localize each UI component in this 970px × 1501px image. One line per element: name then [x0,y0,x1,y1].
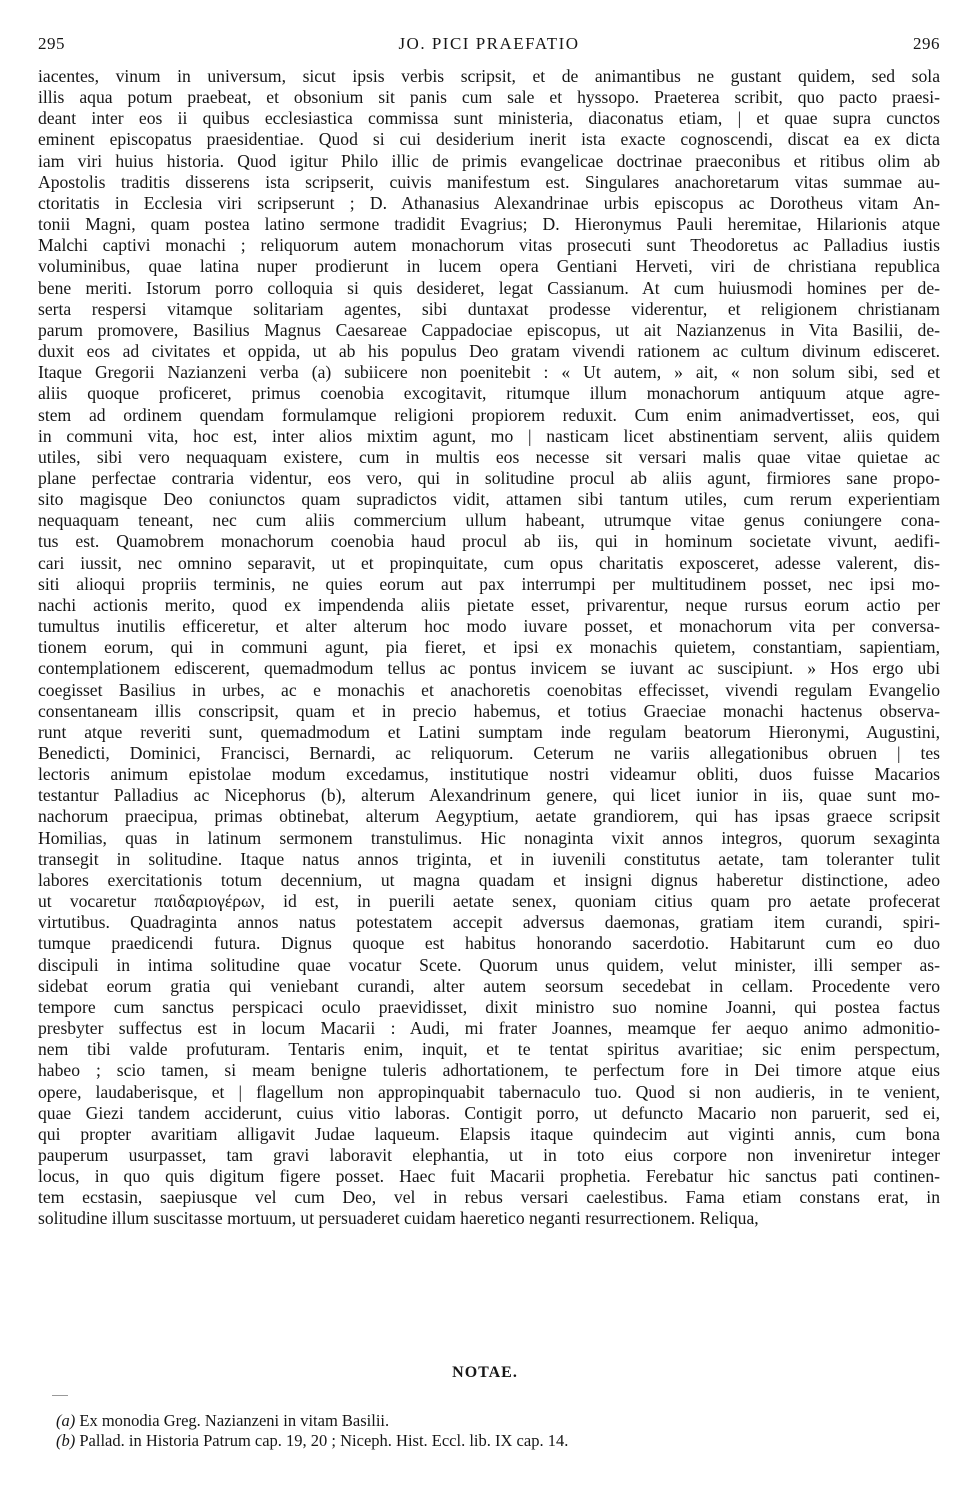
text-line: plane perfectae contraria videntur, eos vero, qui in solitudine procul ab aliis agunt, firmiores sane propo- [38,467,940,488]
text-line: pauperum usurpasset, tam gravi laboravit elephantia, ut in toto eius corpore non inveniretur integer [38,1144,940,1165]
text-line: eminent episcopatus praesidentiae. Quod si cui desiderium inerit ista exacte cognoscendi, discat ea ex dicta [38,129,940,150]
text-line: presbyter suffectus est in locum Macarii : Audi, mi frater Joannes, meamque fer aequo animo admonitio- [38,1018,940,1039]
text-line: nachi actionis merito, quod ex impendenda aliis pietate esset, privarentur, neque rursus eorum actio per [38,594,940,615]
page-number-left: 295 [38,34,65,53]
running-head-title: JO. PICI PRAEFATIO [398,34,580,53]
footnote-text: Pallad. in Historia Patrum cap. 19, 20 ; Niceph. Hist. Eccl. lib. IX cap. 14. [79,1431,569,1450]
text-line: coegisset Basilius in urbes, ac e monachis et anachoretis coenobitas effecisset, vivendi regulam Evangelio [38,679,940,700]
footnotes [56,1411,916,1451]
text-line: serta respersi vitamque solitariam agentes, sibi duntaxat prodesse viderentur, et religionem christianam [38,298,940,319]
text-line: duxit eos ad civitates et oppida, ut ab his populus Deo gratam vivendi rationem ac cultum divinum edisceret. [38,341,940,362]
notes-divider [52,1395,68,1396]
text-line: Itaque Gregorii Nazianzeni verba (a) subiicere non poenitebit : « Ut autem, » ait, « non solum sibi, sed et [38,362,940,383]
text-line: cari iussit, nec omnino separavit, ut et propinquitate, cum opus charitatis exposceret, adesse valerent, dis- [38,552,940,573]
text-line: tionem eorum, qui in communi agunt, pia fieret, et ipsi ex monachis quietem, constantiam, sapientiam, [38,637,940,658]
text-line: contemplationem ediscerent, quemadmodum tellus ac pontus invicem se iuvant ac suscipiunt. » Hos ergo ubi [38,658,940,679]
text-line: transegit in solitudine. Itaque natus annos triginta, et in iuvenili constitutus aetate, tam toleranter tulit [38,848,940,869]
text-line: consentaneam illis conscripsit, quam et in precio habemus, et totius Graeciae monachi hactenus observa- [38,700,940,721]
text-line: siti alioqui propriis terminis, ne quies eorum aut pax interrumpi per multitudinem posset, nec ipsi mo- [38,573,940,594]
text-line: voluminibus, quae latina nuper prodierunt in lucem opera Gentiani Herveti, viri de christiana republica [38,256,940,277]
text-line: quae Giezi tandem acciderunt, cuius vitio laboras. Contigit porro, ut defuncto Macario non paruerit, sed ei, [38,1102,940,1123]
text-line: tempore cum sanctus perspicaci oculo praevidisset, dixit ministro suo nomine Joanni, qui postea factus [38,996,940,1017]
text-line: tus est. Quamobrem monachorum coenobia haud procul ab iis, qui in hominum societate vivunt, aedifi- [38,531,940,552]
text-line: bene meriti. Istorum porro colloquia si quis desideret, legat Cassianum. At cum huiusmodi homines per de- [38,277,940,298]
main-text-block [38,66,940,1230]
text-line: nequaquam teneant, nec cum aliis commercium ullum habeant, utrumque vitae genus coniungere cona- [38,510,940,531]
text-line: opere, laudaberisque, et | flagellum non appropinquabit tabernaculo tuo. Quod si non audieris, in te venient, [38,1081,940,1102]
notes-heading: NOTAE. [452,1364,518,1381]
footnote-mark: (a) [56,1411,76,1430]
text-line: sito magisque Deo coniunctos quam supradictos vidit, attamen sibi tantum utiles, cum rerum experientiam [38,489,940,510]
text-line: iacentes, vinum in universum, sicut ipsis verbis scripsit, et de animantibus ne gustant quidem, sed sola [38,66,940,86]
text-line: locus, in quo quis digitum figere posset. Haec fuit Macarii prophetia. Ferebatur hic sanctus pati continen- [38,1166,940,1187]
text-line: testantur Palladius ac Nicephorus (b), alterum Alexandrinum genere, qui licet iunior in iis, quae sunt mo- [38,785,940,806]
text-line: Benedicti, Dominici, Francisci, Bernardi, ac reliquorum. Ceterum ne variis allegationibus obruen | tes [38,743,940,763]
text-line: Apostolis traditis disserens ista scripserit, cuivis manifestum est. Singulares anachoretarum vitas summae au- [38,171,940,192]
text-line: labores exercitationis totum decennium, ut magna quadam et insigni dignus haberetur distinctione, adeo [38,869,940,890]
text-line: nachorum praecipua, primas obtinebat, alterum Aegyptium, aetate grandiorem, qui has ipsas graece scripsit [38,806,940,827]
running-header [38,34,940,58]
text-line: qui propter avaritiam alligavit Judae laqueum. Elapsis itaque quindecim aut viginti annis, cum bona [38,1123,940,1144]
footnote-item [56,1411,916,1431]
text-line: aliis quoque proficeret, primus coenobia excogitavit, ritumque illum monachorum antiquum atque agre- [38,383,940,404]
text-line: utiles, sibi vero nequaquam existere, cum in multis eos necesse sit versari malis quae vitae quietae ac [38,446,940,467]
text-line: tumque praedicendi futura. Dignus quoque est habitus honorando sacerdotio. Habitarunt cum eo duo [38,933,940,954]
text-line: iam viri huius historia. Quod igitur Philo illic de primis evangelicae doctrinae praeconibus et ritibus olim ab [38,150,940,171]
text-line: ctoritatis in Ecclesia viri scripserunt ; D. Athanasius Alexandrinae urbis episcopus ac Dorotheus vitam An- [38,192,940,213]
text-line: stem ad ordinem quendam formulamque religioni propiorem reduxit. Cum enim animadvertisset, eos, qui [38,404,940,425]
text-line: virtutibus. Quadraginta annos natus potestatem accepit adversus daemonas, gratiam item curandi, spiri- [38,912,940,933]
footnote-item [56,1431,916,1451]
text-line: discipuli in intima solitudine quae vocatur Scete. Quorum unus quidem, velut minister, illi semper as- [38,954,940,975]
text-line: parum promovere, Basilius Magnus Caesareae Cappadociae episcopus, ut ait Nazianzenus in Vita Basilii, de- [38,319,940,340]
text-line: runt atque reveriti sunt, quemadmodum et Latini sumptam inde regulam beatorum Hieronymi, Augustini, [38,721,940,742]
page-number-right: 296 [913,34,940,53]
text-line: deant inter eos ii quibus ecclesiastica commissa sunt ministeria, diaconatus etiam, | et quae supra cunctos [38,108,940,129]
text-line: Malchi captivi monachi ; reliquorum autem monachorum vitas prosecuti sunt Theodoretus ac Palladius iustis [38,235,940,256]
text-line: sidebat eorum gratia qui veniebant curandi, alter autem seorsum secedebat in cellam. Procedente vero [38,975,940,996]
text-line: in communi vita, hoc est, inter alios mixtim agunt, mo | nasticam licet abstinentiam servent, aliis quidem [38,425,940,446]
text-line: lectoris animum epistolae modum excedamus, institutique nostri videamur obliti, duos fuisse Macarios [38,764,940,785]
text-line: solitudine illum suscitasse mortuum, ut persuaderet cuidam haeretico neganti resurrectionem. Reliqua, [38,1208,759,1229]
text-line: illis aqua potum praebeat, et obsonium sit panis cum sale et hyssopo. Praeterea scribit, quo pacto praesi- [38,87,940,108]
text-line: ut vocaretur παιδαριογέρων, id est, in puerili aetate senex, quoniam citius quam pro aetate profecerat [38,891,940,912]
text-line: tumultus inutilis efficeretur, et alter alterum hoc modo iuvare posset, et monachorum vita per conversa- [38,616,940,637]
footnote-mark: (b) [56,1431,76,1450]
text-line: habeo ; scio tamen, si meam benigne tuleris adhortationem, te perfectum fore in Dei timore atque eius [38,1060,940,1081]
text-line: nem tibi valde profuturam. Tentaris enim, inquit, et te tentat spiritus avaritiae; sic enim perspectum, [38,1039,940,1060]
text-line: tem ecstasin, saepiusque vel cum Deo, vel in rebus versari caelestibus. Fama etiam constans erat, in [38,1187,940,1208]
footnote-text: Ex monodia Greg. Nazianzeni in vitam Basilii. [79,1411,390,1430]
text-line: tonii Magni, quam postea latino sermone tradidit Evagrius; D. Hieronymus Pauli heremitae, Hilarionis atque [38,214,940,235]
text-line: Homilias, quas in latinum sermonem transtulimus. Hic nonaginta vixit annos integros, quorum sexaginta [38,827,940,848]
